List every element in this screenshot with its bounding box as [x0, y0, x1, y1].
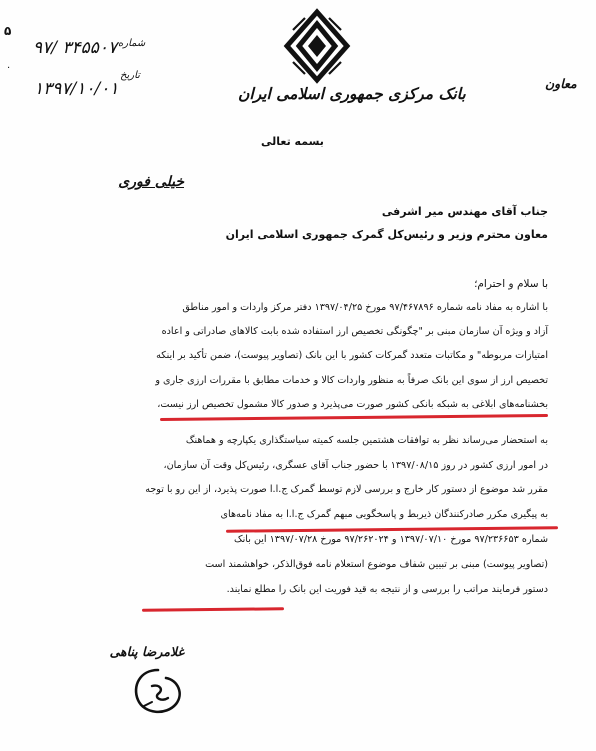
date-label: تاریخ [120, 70, 140, 81]
number-value: ۹۷/ ۳۴۵۵۰۷ [33, 38, 118, 58]
date-value: ۱۳۹۷/۱۰/۰۱ [34, 79, 119, 99]
body-line: (تصاویر پیوست) مبنی بر تبیین شفاف موضوع استعلام نامه فوق‌الذکر، خواهشمند است [205, 559, 548, 570]
sender-office: معاون [545, 76, 577, 91]
body-line: تخصیص ارز از سوی این بانک صرفاً به منظور واردات کالا و خدمات مطابق با مقررات ارزی جاری و [155, 375, 548, 386]
body-line: به پیگیری مکرر صادرکنندگان ذیربط و پاسخگویی مبهم گمرک ج.ا.ا به مفاد نامه‌های [220, 509, 548, 520]
body-line: شماره ۹۷/۲۳۶۶۵۳ مورخ ۱۳۹۷/۰۷/۱۰ و ۹۷/۲۶۲۰۲۴ مورخ ۱۳۹۷/۰۷/۲۸ این بانک [234, 534, 548, 545]
greeting: با سلام و احترام؛ [474, 278, 548, 290]
body-line: با اشاره به مفاد نامه شماره ۹۷/۴۶۷۸۹۶ مورخ ۱۳۹۷/۰۴/۲۵ دفتر مرکز واردات و امور مناطق [182, 302, 548, 313]
invocation: بسمه تعالی [261, 135, 324, 148]
body-line: دستور فرمایند مراتب را بررسی و از نتیجه به قید فوریت این بانک را مطلع نمایند. [226, 584, 548, 595]
body-line: بخشنامه‌های ابلاغی به شبکه بانکی کشور صورت می‌پذیرد و صدور کالا مشمول تخصیص ارز نیست، [157, 399, 548, 410]
recipient-name: جناب آقای مهندس میر اشرفی [381, 205, 548, 218]
recipient-title: معاون محترم وزیر و رئیس‌کل گمرک جمهوری اسلامی ایران [225, 228, 548, 241]
signatory-name: غلامرضا پناهی [109, 644, 184, 659]
highlight-underline [142, 607, 284, 611]
body-line: مقرر شد موضوع از دستور کار خارج و بررسی لازم توسط گمرک ج.ا.ا صورت پذیرد، از این رو با توجه [145, 484, 548, 495]
highlight-underline [160, 414, 548, 421]
corner-mark: ۵ [4, 24, 12, 38]
highlight-underline [226, 526, 558, 532]
handwritten-signature [118, 662, 198, 722]
urgency-label: خیلی فوری [118, 174, 184, 190]
bank-name: بانک مرکزی جمهوری اسلامی ایران [238, 84, 466, 103]
body-line: آزاد و ویژه آن سازمان مبنی بر "چگونگی تخصیص ارز استفاده شده بابت کالاهای صادراتی و اعاده [161, 326, 548, 337]
body-line: امتیازات مربوطه" و مکاتبات متعدد گمرکات کشور با این بانک (تصاویر پیوست)، ضمن تأکید بر اینکه [156, 350, 548, 361]
number-label: شماره [118, 38, 146, 49]
body-line: به استحضار می‌رساند نظر به توافقات هشتمین جلسه کمیته سیاستگذاری یکپارچه و هماهنگ [185, 435, 548, 446]
body-line: در امور ارزی کشور در روز ۱۳۹۷/۰۸/۱۵ با حضور جناب آقای عسگری، رئیس‌کل وقت آن سازمان، [163, 460, 548, 471]
central-bank-logo-icon [283, 8, 351, 84]
corner-dot: · [7, 63, 11, 74]
